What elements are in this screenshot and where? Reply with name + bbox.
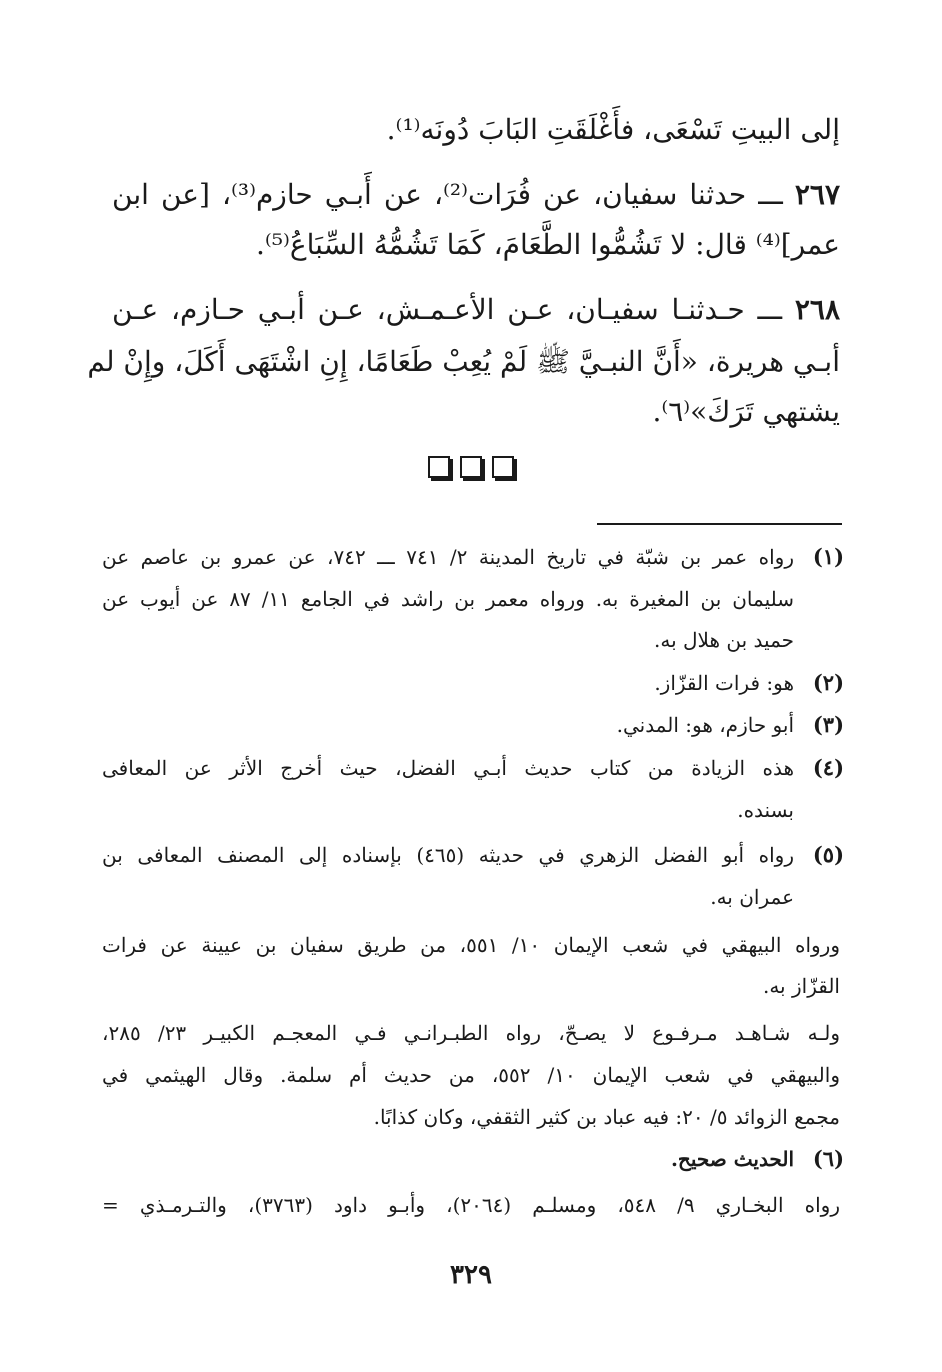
square-ornament-icon <box>492 456 514 478</box>
footnote-6-line-2: رواه البخـاري ٩/ ٥٤٨، ومسلـم (٢٠٦٤)، وأبـو داود (٣٧٦٣)، والتـرمـذي = <box>102 1193 840 1217</box>
hadith-number-268: ٢٦٨ <box>794 293 840 326</box>
footnote-5-line-1: رواه أبو الفضل الزهري في حديثه (٤٦٥) بإسناده إلى المصنف المعافى بن <box>102 843 794 867</box>
footnote-1-line-3: حميد بن هلال به. <box>654 628 794 652</box>
footnote-5-line-3: ورواه البيهقي في شعب الإيمان ١٠/ ٥٥١، من طريق سفيان بن عيينة عن فرات <box>102 933 840 957</box>
hadith-267-text: ـــ حدثنا سفيان، عن فُرَات⁽²⁾، عن أَبـي حازم⁽³⁾، [عن ابن <box>112 178 783 211</box>
footnote-5-line-6: والبيهقي في شعب الإيمان ١٠/ ٥٥٢، من حديث أم سلمة. وقال الهيثمي في <box>102 1063 840 1087</box>
square-ornament-icon <box>428 456 450 478</box>
hadith-number-267: ٢٦٧ <box>794 178 840 211</box>
footnote-separator <box>597 523 842 525</box>
footnote-2-line-1: هو: فرات القزّاز. <box>654 671 794 695</box>
footnote-6-line-1: الحديث صحيح. <box>670 1147 794 1171</box>
footnote-4-number: (٤) <box>812 755 844 780</box>
footnote-3-number: (٣) <box>812 712 844 737</box>
footnote-5-line-2: عمران به. <box>710 885 794 909</box>
hadith-268-line-2: أبـي هريرة، «أَنَّ النبـيَّ ﷺ لَمْ يُعِبْ طَعَامًا، إِنِ اشْتَهَى أَكَلَ، وإِنْ لم <box>87 345 840 378</box>
square-ornament-icon <box>460 456 482 478</box>
footnote-3-line-1: أبو حازم، هو: المدني. <box>616 713 794 737</box>
footnote-1-number: (١) <box>812 544 844 569</box>
footnote-2-number: (٢) <box>812 670 844 695</box>
footnote-5-line-4: القزّاز به. <box>762 974 840 998</box>
hadith-267-line-1 <box>112 170 840 220</box>
page-number: ٣٢٩ <box>450 1260 492 1290</box>
footnote-4-line-1: هذه الزيادة من كتاب حديث أبـي الفضل، حيث أخرج الأثر عن المعافى <box>102 756 794 780</box>
hadith-268-line-3: يشتهي تَرَكَ»⁽٦⁾. <box>652 395 840 428</box>
footnote-5-line-7: مجمع الزوائد ٥/ ٢٠: فيه عباد بن كثير الثقفي، وكان كذابًا. <box>373 1105 840 1129</box>
footnote-6-number: (٦) <box>812 1146 844 1171</box>
hadith-267-line-2: عمر]⁽⁴⁾ قال: لا تَشُمُّوا الطَّعَامَ، كَمَا تَشُمُّهُ السِّبَاعُ⁽⁵⁾. <box>255 228 840 261</box>
footnote-1-line-1: رواه عمر بن شبّة في تاريخ المدينة ٢/ ٧٤١ ـــ ٧٤٢، عن عمرو بن عاصم عن <box>102 545 794 569</box>
hadith-268-text: ـــ حـدثنـا سفيـان، عـن الأعـمـش، عـن أبـي حـازم، عـن <box>112 293 783 326</box>
footnote-5-line-5: ولـه شـاهـد مـرفـوع لا يصـحّ، رواه الطبـرانـي فـي المعجـم الكبيـر ٢٣/ ٢٨٥، <box>102 1021 840 1045</box>
footnote-5-number: (٥) <box>812 842 844 867</box>
footnote-4-line-2: بسنده. <box>737 798 794 822</box>
main-text-line-1: إلى البيتِ تَسْعَى، فأَغْلَقَتِ البَابَ دُونَه⁽¹⁾. <box>386 113 840 146</box>
footnote-1-line-2: سليمان بن المغيرة به. ورواه معمر بن راشد في الجامع ١١/ ٨٧ عن أيوب عن <box>102 587 794 611</box>
hadith-268-line-1 <box>112 285 840 335</box>
section-divider-ornament <box>0 456 942 478</box>
